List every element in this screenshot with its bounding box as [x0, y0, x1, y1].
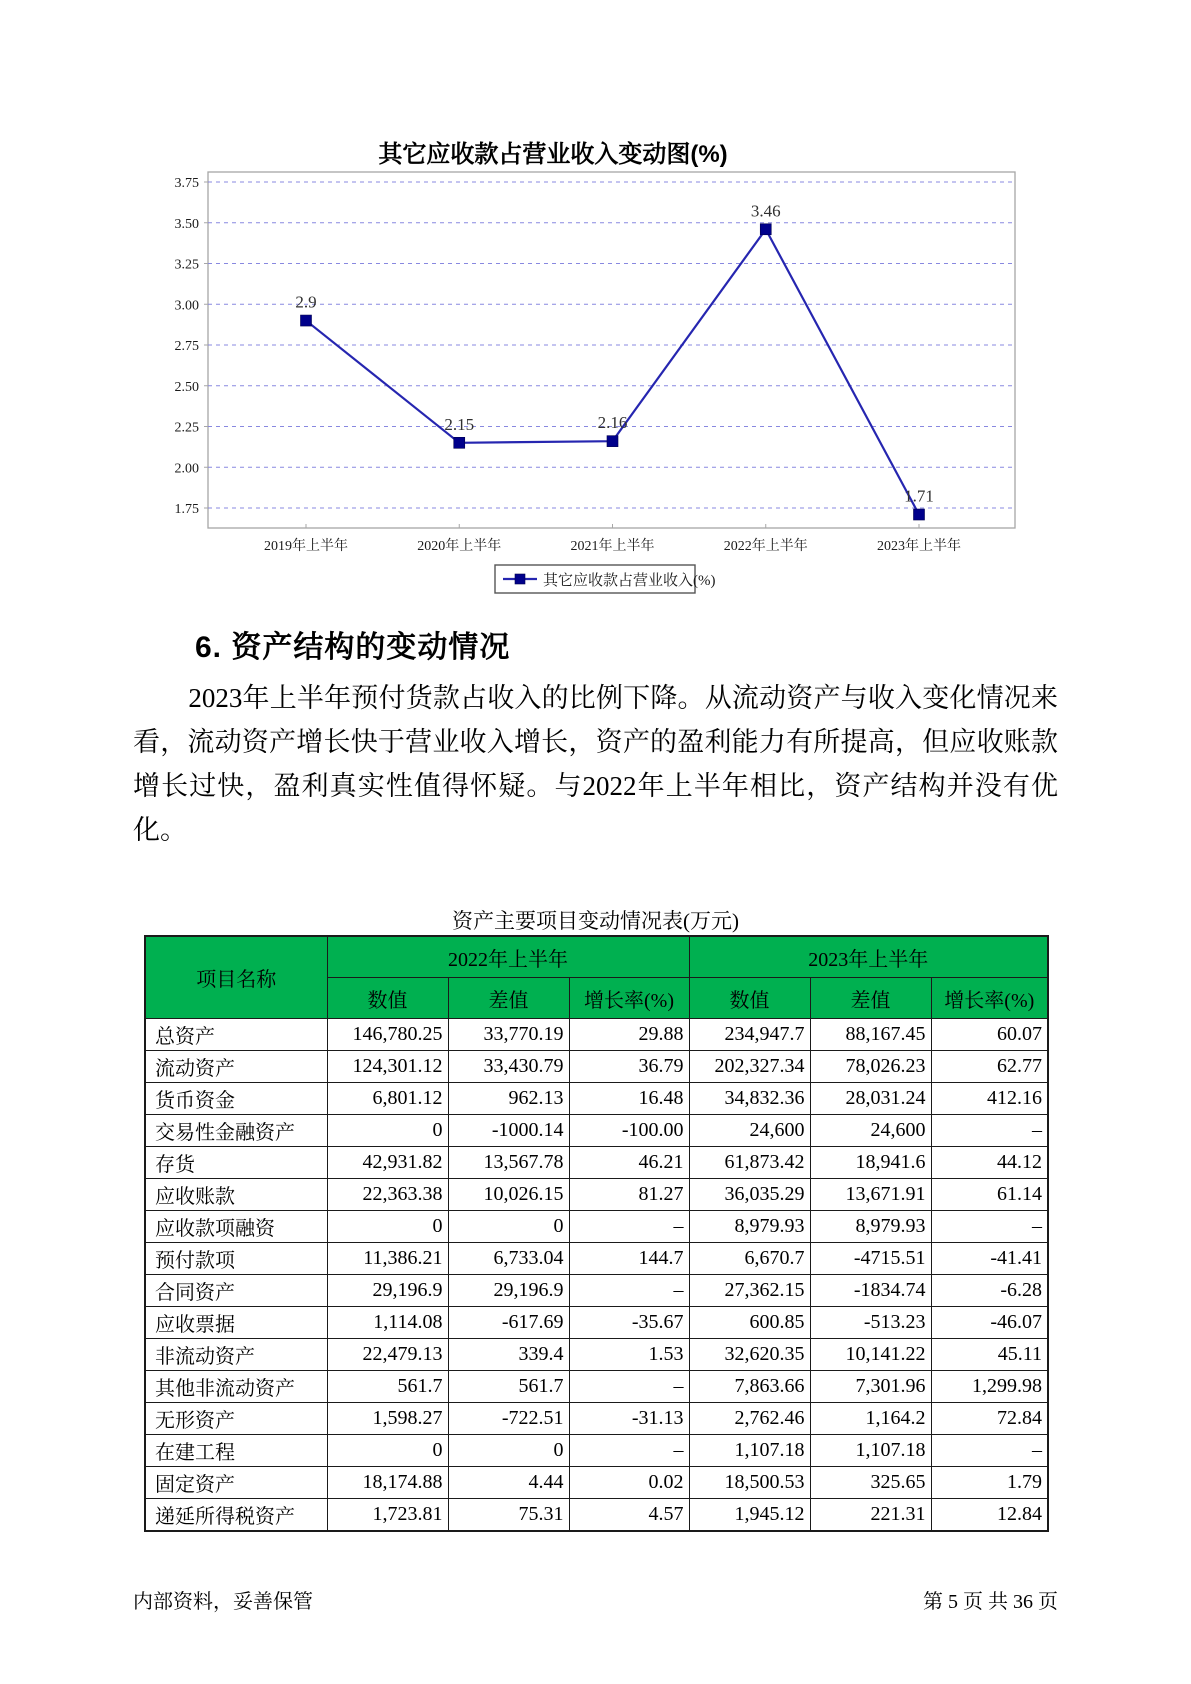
row-cell-value: 10,026.15: [448, 1179, 569, 1211]
x-axis-tick-label: 2020年上半年: [417, 539, 502, 554]
table-row: [145, 1243, 1048, 1275]
row-cell-value: 46.21: [569, 1147, 689, 1179]
row-cell-value: 42,931.82: [327, 1147, 448, 1179]
x-axis-tick-label: 2019年上半年: [264, 539, 348, 554]
row-cell-value: 18,174.88: [327, 1467, 448, 1499]
row-cell-value: 1,107.18: [810, 1435, 931, 1467]
table-row: [145, 1371, 1048, 1403]
row-cell-value: 0: [327, 1115, 448, 1147]
y-axis-tick-label: 3.50: [174, 216, 199, 232]
row-cell-value: -513.23: [810, 1307, 931, 1339]
body-paragraph: 2023年上半年预付货款占收入的比例下降。从流动资产与收入变化情况来看，流动资产增长快于营业收入增长，资产的盈利能力有所提高，但应收账款增长过快，盈利真实性值得怀疑。与2022年上半年相比，资产结构并没有优化。: [133, 683, 1058, 845]
row-cell-value: 61,873.42: [689, 1147, 810, 1179]
data-point-label: 2.9: [295, 292, 317, 312]
table-row: [145, 1467, 1048, 1499]
row-cell-value: –: [569, 1275, 689, 1307]
asset-change-table: [144, 935, 1049, 1532]
row-cell-value: 600.85: [689, 1307, 810, 1339]
row-cell-value: –: [569, 1435, 689, 1467]
row-cell-value: 16.48: [569, 1083, 689, 1115]
table-row: [145, 1307, 1048, 1339]
chart-title: 其它应收款占营业收入变动图(%): [378, 141, 728, 168]
table-row: [145, 1211, 1048, 1243]
row-cell-value: 13,567.78: [448, 1147, 569, 1179]
row-cell-value: -6.28: [931, 1275, 1048, 1307]
row-item-name: 存货: [145, 1147, 327, 1179]
row-cell-value: 61.14: [931, 1179, 1048, 1211]
row-cell-value: 221.31: [810, 1499, 931, 1532]
row-cell-value: 33,770.19: [448, 1019, 569, 1051]
y-axis-tick-label: 2.00: [174, 461, 199, 477]
row-cell-value: 81.27: [569, 1179, 689, 1211]
row-item-name: 合同资产: [145, 1275, 327, 1307]
line-chart-svg: [140, 130, 1040, 600]
data-point-label: 2.16: [597, 413, 628, 433]
row-cell-value: 1,107.18: [689, 1435, 810, 1467]
data-point-label: 1.71: [904, 486, 934, 506]
row-cell-value: 1.53: [569, 1339, 689, 1371]
footer-note: 内部资料，妥善保管: [133, 1591, 313, 1613]
row-cell-value: 561.7: [448, 1371, 569, 1403]
data-line: [306, 229, 919, 514]
table-row: [145, 1083, 1048, 1115]
row-cell-value: 0: [327, 1435, 448, 1467]
row-item-name: 递延所得税资产: [145, 1499, 327, 1532]
row-cell-value: 29.88: [569, 1019, 689, 1051]
row-cell-value: 27,362.15: [689, 1275, 810, 1307]
row-cell-value: –: [569, 1371, 689, 1403]
x-axis-tick-label: 2021年上半年: [570, 539, 655, 554]
data-point-marker: [760, 224, 771, 235]
section-heading: 6. 资产结构的变动情况: [195, 631, 511, 664]
data-point-marker: [607, 436, 618, 447]
row-cell-value: 45.11: [931, 1339, 1048, 1371]
row-cell-value: -4715.51: [810, 1243, 931, 1275]
row-cell-value: 0.02: [569, 1467, 689, 1499]
row-cell-value: 88,167.45: [810, 1019, 931, 1051]
row-item-name: 其他非流动资产: [145, 1371, 327, 1403]
row-cell-value: 144.7: [569, 1243, 689, 1275]
row-cell-value: 962.13: [448, 1083, 569, 1115]
row-cell-value: 7,863.66: [689, 1371, 810, 1403]
row-item-name: 流动资产: [145, 1051, 327, 1083]
row-cell-value: 0: [327, 1211, 448, 1243]
row-cell-value: 34,832.36: [689, 1083, 810, 1115]
y-axis-tick-label: 3.75: [174, 176, 199, 191]
header-year-2022: 2022年上半年: [327, 936, 689, 978]
row-cell-value: 13,671.91: [810, 1179, 931, 1211]
page-number: 第 5 页 共 36 页: [923, 1591, 1058, 1613]
row-cell-value: 24,600: [689, 1115, 810, 1147]
row-cell-value: 11,386.21: [327, 1243, 448, 1275]
row-cell-value: 1,114.08: [327, 1307, 448, 1339]
header-year-2023: 2023年上半年: [689, 936, 1048, 978]
row-cell-value: 412.16: [931, 1083, 1048, 1115]
line-chart: [140, 130, 1040, 600]
x-axis-tick-label: 2023年上半年: [877, 539, 961, 554]
row-cell-value: 78,026.23: [810, 1051, 931, 1083]
row-cell-value: 0: [448, 1435, 569, 1467]
table-row: [145, 1051, 1048, 1083]
row-cell-value: 36,035.29: [689, 1179, 810, 1211]
row-cell-value: 1,164.2: [810, 1403, 931, 1435]
row-cell-value: –: [931, 1115, 1048, 1147]
row-item-name: 应收票据: [145, 1307, 327, 1339]
table-header: [145, 936, 1048, 1019]
row-cell-value: 8,979.93: [689, 1211, 810, 1243]
table-row: [145, 1275, 1048, 1307]
subheader-2022-2: 增长率(%): [569, 978, 689, 1019]
row-cell-value: 1,299.98: [931, 1371, 1048, 1403]
row-cell-value: 1.79: [931, 1467, 1048, 1499]
data-point-marker: [454, 437, 465, 448]
row-cell-value: 29,196.9: [327, 1275, 448, 1307]
row-item-name: 货币资金: [145, 1083, 327, 1115]
header-item-name: 项目名称: [145, 936, 327, 1019]
row-cell-value: -1000.14: [448, 1115, 569, 1147]
subheader-2022-1: 差值: [448, 978, 569, 1019]
data-point-label: 3.46: [750, 201, 781, 221]
table-row: [145, 1179, 1048, 1211]
data-point-label: 2.15: [444, 414, 475, 434]
row-cell-value: 75.31: [448, 1499, 569, 1532]
row-cell-value: 32,620.35: [689, 1339, 810, 1371]
row-cell-value: -100.00: [569, 1115, 689, 1147]
row-cell-value: 1,945.12: [689, 1499, 810, 1532]
row-cell-value: 146,780.25: [327, 1019, 448, 1051]
row-cell-value: –: [569, 1211, 689, 1243]
table-title: 资产主要项目变动情况表(万元): [452, 909, 739, 933]
row-cell-value: 33,430.79: [448, 1051, 569, 1083]
row-cell-value: 0: [448, 1211, 569, 1243]
row-cell-value: 18,941.6: [810, 1147, 931, 1179]
row-cell-value: 6,733.04: [448, 1243, 569, 1275]
subheader-2022-0: 数值: [327, 978, 448, 1019]
row-cell-value: -617.69: [448, 1307, 569, 1339]
data-point-marker: [301, 315, 312, 326]
row-cell-value: 325.65: [810, 1467, 931, 1499]
row-cell-value: 1,723.81: [327, 1499, 448, 1532]
table-row: [145, 1147, 1048, 1179]
row-cell-value: 561.7: [327, 1371, 448, 1403]
row-cell-value: 24,600: [810, 1115, 931, 1147]
row-cell-value: -41.41: [931, 1243, 1048, 1275]
row-item-name: 交易性金融资产: [145, 1115, 327, 1147]
row-cell-value: 29,196.9: [448, 1275, 569, 1307]
row-item-name: 无形资产: [145, 1403, 327, 1435]
row-cell-value: 22,363.38: [327, 1179, 448, 1211]
row-cell-value: –: [931, 1435, 1048, 1467]
subheader-2023-2: 增长率(%): [931, 978, 1048, 1019]
row-item-name: 应收账款: [145, 1179, 327, 1211]
y-axis-tick-label: 3.25: [174, 257, 199, 273]
row-cell-value: -722.51: [448, 1403, 569, 1435]
row-item-name: 总资产: [145, 1019, 327, 1051]
subheader-2023-0: 数值: [689, 978, 810, 1019]
row-cell-value: 124,301.12: [327, 1051, 448, 1083]
row-cell-value: 36.79: [569, 1051, 689, 1083]
table-row: [145, 1019, 1048, 1051]
row-cell-value: 22,479.13: [327, 1339, 448, 1371]
y-axis-tick-label: 2.25: [174, 420, 199, 436]
row-item-name: 在建工程: [145, 1435, 327, 1467]
row-cell-value: -35.67: [569, 1307, 689, 1339]
y-axis-tick-label: 2.75: [174, 339, 199, 354]
row-cell-value: 6,801.12: [327, 1083, 448, 1115]
legend-label: 其它应收款占营业收入(%): [543, 573, 716, 589]
table-row: [145, 1435, 1048, 1467]
row-cell-value: 18,500.53: [689, 1467, 810, 1499]
table-row: [145, 1339, 1048, 1371]
legend-marker: [515, 574, 525, 584]
row-item-name: 预付款项: [145, 1243, 327, 1275]
table-row: [145, 1403, 1048, 1435]
row-cell-value: -1834.74: [810, 1275, 931, 1307]
row-item-name: 固定资产: [145, 1467, 327, 1499]
row-cell-value: 8,979.93: [810, 1211, 931, 1243]
row-cell-value: -46.07: [931, 1307, 1048, 1339]
row-cell-value: 7,301.96: [810, 1371, 931, 1403]
table-row: [145, 1499, 1048, 1532]
row-cell-value: 60.07: [931, 1019, 1048, 1051]
row-cell-value: 4.44: [448, 1467, 569, 1499]
row-cell-value: -31.13: [569, 1403, 689, 1435]
row-cell-value: 4.57: [569, 1499, 689, 1532]
row-cell-value: 1,598.27: [327, 1403, 448, 1435]
x-axis-tick-label: 2022年上半年: [723, 539, 808, 554]
row-item-name: 应收款项融资: [145, 1211, 327, 1243]
row-cell-value: 202,327.34: [689, 1051, 810, 1083]
subheader-2023-1: 差值: [810, 978, 931, 1019]
row-cell-value: 12.84: [931, 1499, 1048, 1532]
row-cell-value: 10,141.22: [810, 1339, 931, 1371]
row-cell-value: 2,762.46: [689, 1403, 810, 1435]
data-point-marker: [914, 509, 925, 520]
table-row: [145, 1115, 1048, 1147]
row-item-name: 非流动资产: [145, 1339, 327, 1371]
y-axis-tick-label: 1.75: [174, 502, 199, 517]
row-cell-value: 339.4: [448, 1339, 569, 1371]
plot-area-border: [208, 172, 1015, 528]
row-cell-value: 72.84: [931, 1403, 1048, 1435]
row-cell-value: –: [931, 1211, 1048, 1243]
row-cell-value: 28,031.24: [810, 1083, 931, 1115]
row-cell-value: 44.12: [931, 1147, 1048, 1179]
row-cell-value: 6,670.7: [689, 1243, 810, 1275]
y-axis-tick-label: 2.50: [174, 379, 199, 395]
y-axis-tick-label: 3.00: [174, 298, 199, 314]
row-cell-value: 234,947.7: [689, 1019, 810, 1051]
row-cell-value: 62.77: [931, 1051, 1048, 1083]
